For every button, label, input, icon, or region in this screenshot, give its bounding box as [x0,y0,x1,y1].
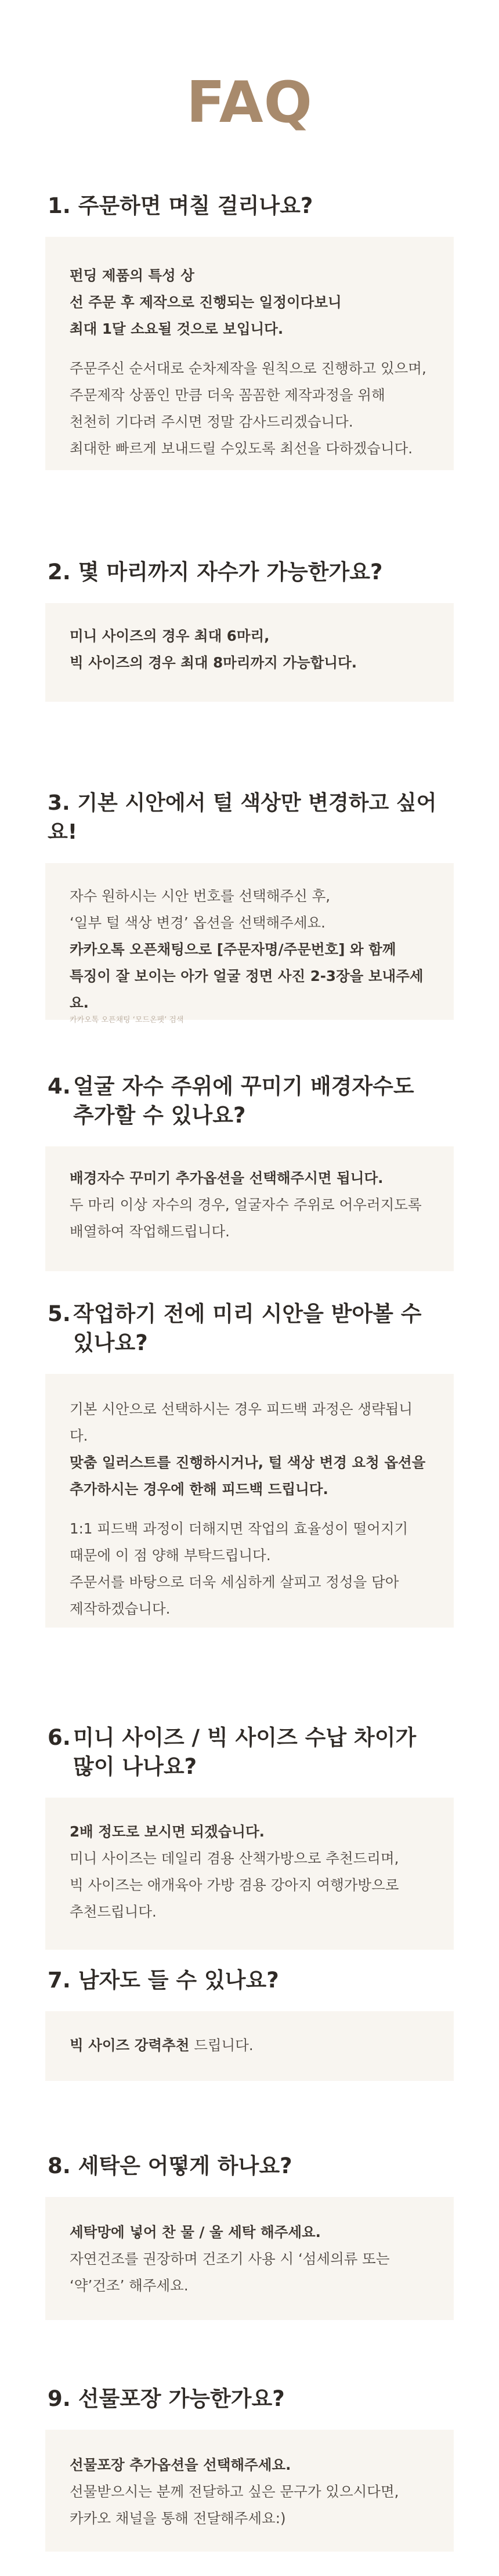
answer-text: 선물받으시는 분께 전달하고 싶은 문구가 있으시다면, 카카오 채널을 통해 전달해주세요:) [70,2483,399,2527]
answer-text: 드립니다. [189,2037,254,2054]
faq-question [45,2384,454,2413]
faq-item-4 [45,1043,454,1271]
answer-bold: 미니 사이즈의 경우 최대 6마리, 빅 사이즈의 경우 최대 8마리까지 가능합니다. [70,627,357,671]
question-number: 5. [48,1301,71,1326]
faq-question [45,1043,454,1130]
answer-text: 두 마리 이상 자수의 경우, 얼굴자수 주위로 어우러지도록 배열하여 작업해드립니다. [70,1196,422,1240]
answer-bold: 카카오톡 오픈채팅으로 [주문자명/주문번호] 와 함께 특징이 잘 보이는 아가 얼굴 정면 사진 2-3장을 보내주세요. [70,941,424,1011]
question-text: 얼굴 자수 주위에 꾸미기 배경자수도 추가할 수 있나요? [73,1074,414,1128]
question-number: 4. [48,1074,71,1099]
answer-text: 미니 사이즈는 데일리 겸용 산책가방으로 추천드리며, 빅 사이즈는 애개육아 가방 겸용 강아지 여행가방으로 추천드립니다. [70,1850,399,1920]
faq-item-8 [45,2152,454,2368]
page-title: FAQ [186,70,313,136]
answer-bold: 선물포장 추가옵션을 선택해주세요. [70,2456,291,2473]
faq-answer [45,237,454,470]
faq-item-9 [45,2384,454,2576]
question-text: 미니 사이즈 / 빅 사이즈 수납 차이가 많이 나나요? [73,1725,417,1779]
faq-answer [45,1374,454,1628]
question-number: 1. [48,193,71,218]
answer-text: 기본 시안으로 선택하시는 경우 피드백 과정은 생략됩니다. [70,1401,413,1444]
faq-item-7 [45,1966,454,2134]
answer-bold: 펀딩 제품의 특성 상 선 주문 후 제작으로 진행되는 일정이다보니 최대 1달 소요될 것으로 보입니다. [70,267,342,337]
faq-item-5 [45,1271,454,1694]
question-text: 주문하면 며칠 걸리나요? [78,193,313,218]
faq-item-2 [45,558,454,744]
faq-answer [45,863,454,1024]
answer-bold: 2배 정도로 보시면 되겠습니다. [70,1823,265,1840]
question-text: 선물포장 가능한가요? [78,2386,285,2411]
faq-item-6 [45,1694,454,1950]
question-text: 남자도 들 수 있나요? [78,1968,279,1993]
question-text: 기본 시안에서 털 색상만 변경하고 싶어요! [48,791,437,844]
faq-answer [45,2430,454,2552]
faq-question [45,1966,454,1995]
answer-bold: 세탁망에 넣어 찬 물 / 울 세탁 해주세요. [70,2224,321,2241]
faq-item-3 [45,789,454,1040]
faq-answer [45,2197,454,2320]
question-number: 6. [48,1725,71,1750]
faq-question [45,1271,454,1358]
answer-bold: 맞춤 일러스트를 진행하시거나, 털 색상 변경 요청 옵션을 추가하시는 경우에 한해 피드백 드립니다. [70,1454,426,1498]
faq-item-1 [45,192,454,519]
faq-answer [45,2011,454,2081]
answer-text: 주문주신 순서대로 순차제작을 원칙으로 진행하고 있으며, 주문제작 상품인 만큼 더욱 꼼꼼한 제작과정을 위해 천천히 기다려 주시면 정말 감사드리겠습니다. 최대한 빠르게 보내드릴 수있도록 최선을 다하겠습니다. [70,360,426,457]
answer-bold: 배경자수 꾸미기 추가옵션을 선택해주시면 됩니다. [70,1170,384,1186]
faq-question [45,192,454,221]
answer-text-2: 1:1 피드백 과정이 더해지면 작업의 효율성이 떨어지기 때문에 이 점 양해 부탁드립니다. 주문서를 바탕으로 더욱 세심하게 살피고 정성을 담아 제작하겠습니다. [70,1520,408,1617]
question-number: 7. [48,1968,71,1993]
question-text: 작업하기 전에 미리 시안을 받아볼 수 있나요? [73,1301,422,1355]
question-number: 3. [48,791,70,815]
faq-question [45,1694,454,1781]
faq-answer [45,1798,454,1950]
answer-text: 자수 원하시는 시안 번호를 선택해주신 후, ‘일부 털 색상 변경’ 옵션을 선택해주세요. [70,887,331,931]
answer-bold: 빅 사이즈 강력추천 [70,2037,190,2054]
faq-question [45,789,454,847]
question-number: 2. [48,560,71,585]
faq-answer [45,1146,454,1271]
question-number: 8. [48,2153,71,2178]
answer-text: 자연건조를 권장하며 건조기 사용 시 ‘섬세의류 또는 ‘약’건조’ 해주세요. [70,2250,390,2294]
question-number: 9. [48,2386,71,2411]
question-text: 몇 마리까지 자수가 가능한가요? [78,560,383,585]
question-text: 세탁은 어떻게 하나요? [78,2153,292,2178]
answer-note: 카카오톡 오픈채팅 ‘모드온펫’ 검색 [70,1016,184,1024]
faq-answer [45,603,454,702]
faq-question [45,558,454,587]
faq-question [45,2152,454,2181]
